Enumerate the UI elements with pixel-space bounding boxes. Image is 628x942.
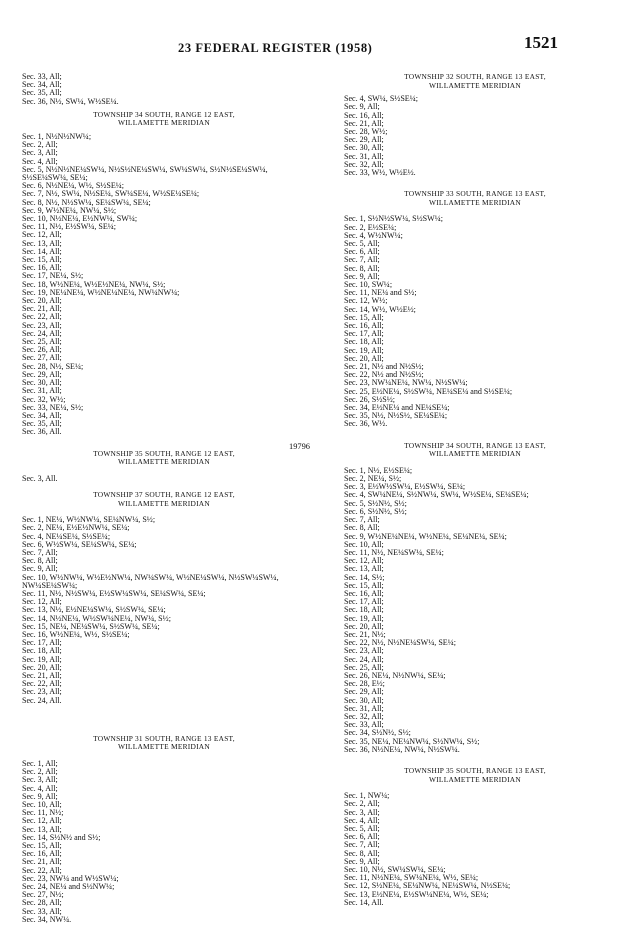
land-list: Sec. 4, SW¼, S½SE¼; Sec. 9, All; Sec. 16, All; Sec. 21, All; Sec. 28, W½; Sec. 29, All; Sec. 30, All; Sec. 31, All; Sec. 32, All; Sec. 33, W½, W½E½. (344, 94, 418, 178)
township-heading: TOWNSHIP 32 SOUTH, RANGE 13 EAST, WILLAMETTE MERIDIAN (404, 72, 546, 90)
margin-note: 19796 (289, 442, 310, 451)
running-title: 23 FEDERAL REGISTER (1958) (178, 41, 373, 55)
township-heading: TOWNSHIP 37 SOUTH, RANGE 12 EAST, WILLAMETTE MERIDIAN (93, 489, 235, 508)
land-list: Sec. 5, S½N½, S½; Sec. 6, S½N½, S½; Sec. 7, All; Sec. 8, All; Sec. 9, W½NE¼NE¼, W½NE¼, SE¼NE¼, SE¼; Sec. 10, All; Sec. 11, N½, NE¼SW¼, SE¼; Sec. 12, All; Sec. 13, All; Sec. 14, S½; Sec. 15, All; Sec. 16, All; Sec. 17, All; Sec. 18, All; Sec. 19, All; Sec. 20, All; Sec. 21, N½; Sec. 22, N½, N½NE¼SW¼, SE¼; Sec. 23, All; Sec. 24, All; Sec. 25, All; Sec. 26, NE¼, N½NW¼, SE¼; Sec. 28, E½; Sec. 29, All; Sec. 30, All; Sec. 31, All; Sec. 32, All; Sec. 33, All; Sec. 34, S½N½, S½; Sec. 35, NE¼, NE¼NW¼, S½NW¼, S½; Sec. 36, N½NE¼, NW¼, N½SW¼. (344, 498, 507, 754)
township-heading: TOWNSHIP 35 SOUTH, RANGE 13 EAST, WILLAMETTE MERIDIAN (404, 765, 546, 784)
land-list: Sec. 1, NE¼, W½NW¼, SE¼NW¼, S½; Sec. 2, NE¼, E½E½NW¼, SE¼; Sec. 4, NE¼SE¼, S½SE¼; Sec. 6, W½SW¼, SE¼SW¼, SE¼; Sec. 7, All; Sec. 8, All; Sec. 9, All; (22, 515, 156, 574)
land-list: Sec. 1, N½, E½SE¼; Sec. 2, NE¼, S½; Sec. 3, E½W½SW¼, E½SW¼, SE¼; (344, 465, 466, 492)
land-list: Sec. 1, S½N½SW¼, S½SW¼; Sec. 2, E½SE¼; Sec. 4, W½NW¼; Sec. 5, All; Sec. 6, All; Sec. 7, All; Sec. 8, All; Sec. 9, All; Sec. 10, SW¼; Sec. 11, NE¼ and S½; Sec. 12, W½; Sec. 14, W½, W½E½; Sec. 15, All; Sec. 16, All; Sec. 17, All; Sec. 18, All; Sec. 19, All; Sec. 20, All; Sec. 21, N½ and N½S½; Sec. 22, N½ and N½S½; Sec. 23, NW¼NE¼, NW¼, N½SW¼; Sec. 25, E½NE¼, S½SW¼, NE¼SE¼ and S½SE¼; Sec. 26, S½S½; Sec. 34, E½NE¼ and NE¼SE¼; Sec. 35, N½, N½S½, SE¼SE¼; Sec. 36, W½. (344, 214, 513, 429)
page-header (0, 0, 628, 60)
township-heading: TOWNSHIP 31 SOUTH, RANGE 13 EAST, WILLAMETTE MERIDIAN (93, 733, 235, 752)
page-number: 1521 (524, 33, 558, 52)
land-list-entry: Sec. 10, W½NW¼, W½E½NW¼, NW¼SW¼, W½NE¼SW¼, N½SW¼SW¼, NW¼SE¼SW¼; (22, 572, 279, 590)
land-list: Sec. 3, All. (22, 473, 58, 483)
land-list: Sec. 33, All; Sec. 34, All; Sec. 35, All; Sec. 36, N½, SW¼, W½SE¼. (22, 72, 119, 106)
right-column (344, 73, 606, 907)
land-list-entry: Sec. 4, SW¼NE¼, S½NW¼, SW¼, W½SE¼, SE¼SE¼; (344, 490, 529, 500)
land-list-entry: Sec. 5, N½N½NE¼SW¼, N½S½NE¼SW¼, SW¼SW¼, S½N½SE¼SW¼, S½SE¼SW¼, SE¼; (22, 164, 268, 183)
township-heading: TOWNSHIP 34 SOUTH, RANGE 13 EAST, WILLAMETTE MERIDIAN (404, 440, 546, 459)
left-column (22, 73, 306, 924)
land-list-entry: Sec. 11, N½, N½SW¼, E½SW¼SW¼, SE¼SW¼, SE¼; (22, 588, 206, 598)
land-list: Sec. 1, NW¼; Sec. 2, All; Sec. 3, All; Sec. 4, All; Sec. 5, All; Sec. 6, All; Sec. 7, All; Sec. 8, All; Sec. 9, All; Sec. 10, N½, SW¼SW¼, SE¼; Sec. 11, N½NE¼, SW¼NE¼, W½, SE¼; Sec. 12, S½NE¼, SE¼NW¼, NE¼SW¼, N½SE¼; Sec. 13, E½NE¼, E½SW¼NE¼, W½, SE¼; Sec. 14, All. (344, 791, 511, 907)
land-list: Sec. 1, All; Sec. 2, All; Sec. 3, All; Sec. 4, All; Sec. 9, All; Sec. 10, All; Sec. 11, N½; Sec. 12, All; Sec. 13, All; Sec. 14, S½N½ and S½; Sec. 15, All; Sec. 16, All; Sec. 21, All; Sec. 22, All; Sec. 23, NW¼ and W½SW¼; Sec. 24, NE¼ and S½NW¼; Sec. 27, N½; Sec. 28, All; Sec. 33, All; Sec. 34, NW¼. (22, 758, 119, 924)
land-list: Sec. 12, All; Sec. 13, N½, E½NE¼SW¼, S½SW¼, SE¼; Sec. 14, N½NE¼, W½SW¼NE¼, NW¼, S½; Sec. 15, NE¼, NE¼SW¼, S½SW¼, SE¼; Sec. 16, W½NE¼, W½, S½SE¼; Sec. 17, All; Sec. 18, All; Sec. 19, All; Sec. 20, All; Sec. 21, All; Sec. 22, All; Sec. 23, All; Sec. 24, All. (22, 597, 171, 705)
land-list: Sec. 6, N½NE¼, W½, S½SE¼; Sec. 7, N½, SW¼, N½SE¼, SW¼SE¼, W½SE¼SE¼; Sec. 8, N½, N½SW¼, SE¼SW¼, SE¼; Sec. 9, W½NE¼, NW¼, S½; Sec. 10, N½NE¼, E½NW¼, SW¼; Sec. 11, N½, E½SW¼, SE¼; Sec. 12, All; Sec. 13, All; Sec. 14, All; Sec. 15, All; Sec. 16, All; Sec. 17, NE¼, S½; Sec. 18, W½NE¼, W½E½NE¼, NW¼, S½; Sec. 19, NE¼NE¼, W½NE¼NE¼, NW¼NW¼; Sec. 20, All; Sec. 21, All; Sec. 22, All; Sec. 23, All; Sec. 24, All; Sec. 25, All; Sec. 26, All; Sec. 27, All; Sec. 28, N½, SE¼; Sec. 29, All; Sec. 30, All; Sec. 31, All; Sec. 32, W½; Sec. 33, NE¼, S½; Sec. 34, All; Sec. 35, All; Sec. 36, All. (22, 181, 200, 437)
township-heading: TOWNSHIP 35 SOUTH, RANGE 12 EAST, WILLAMETTE MERIDIAN (93, 448, 235, 467)
township-heading: TOWNSHIP 33 SOUTH, RANGE 13 EAST, WILLAMETTE MERIDIAN (404, 189, 546, 207)
land-list: Sec. 1, N½N½NW¼; Sec. 2, All; Sec. 3, All; Sec. 4, All; (22, 132, 92, 166)
township-heading: TOWNSHIP 34 SOUTH, RANGE 12 EAST, WILLAMETTE MERIDIAN (93, 109, 235, 128)
